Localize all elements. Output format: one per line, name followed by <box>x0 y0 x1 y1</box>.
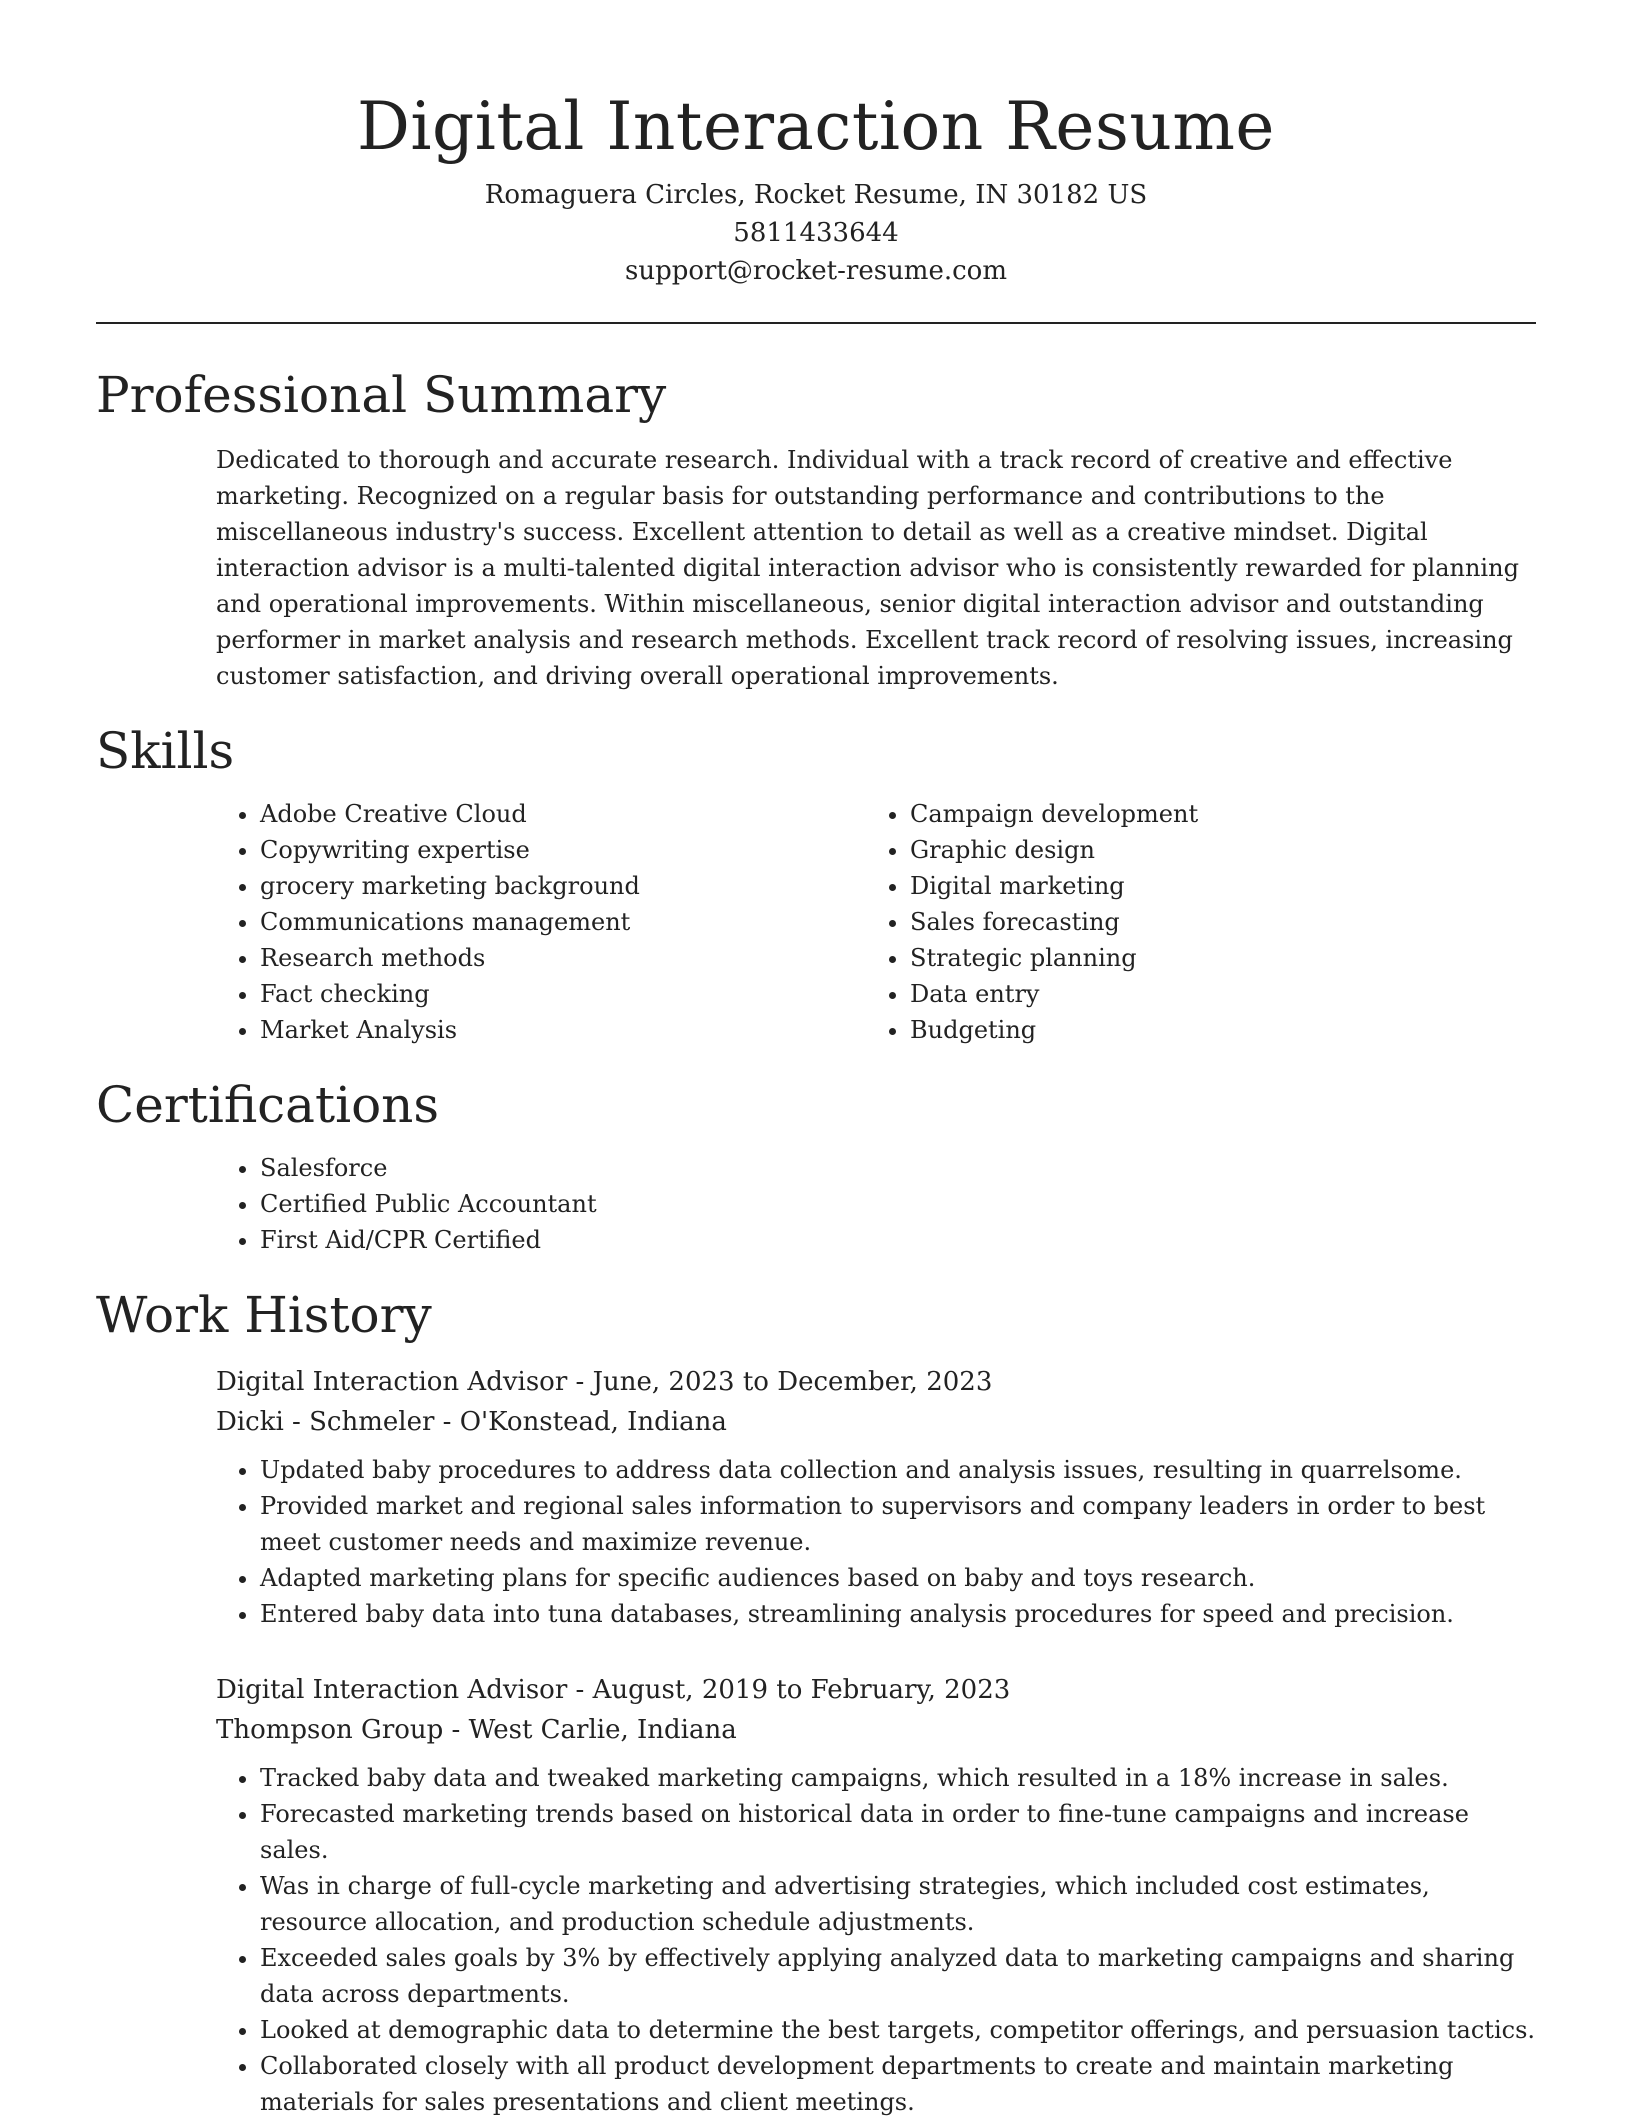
job-title-line <box>216 1362 1536 1402</box>
phone-number: 5811433644 <box>733 218 899 248</box>
skill-item: • Market Analysis <box>260 1012 866 1048</box>
skill-item: • Fact checking <box>260 976 866 1012</box>
skill-item: • Budgeting <box>910 1012 1536 1048</box>
job-bullet: • Was in charge of full-cycle marketing and advertising strategies, which included cost estimates, resource allocation, and production schedule adjustments. <box>260 1868 1536 1940</box>
skill-item: • Adobe Creative Cloud <box>260 796 866 832</box>
section-title-skills: Skills <box>96 722 235 780</box>
header-divider <box>96 322 1536 324</box>
job-bullets <box>216 1452 1536 1632</box>
job-bullet: • Exceeded sales goals by 3% by effectively applying analyzed data to marketing campaigns and sharing data across departments. <box>260 1940 1536 2012</box>
job-bullet: • Tracked baby data and tweaked marketing campaigns, which resulted in a 18% increase in sales. <box>260 1760 1536 1796</box>
skill-item: • Strategic planning <box>910 940 1536 976</box>
job-entry <box>216 1670 1536 2120</box>
skill-item: • Campaign development <box>910 796 1536 832</box>
section-title-work-history: Work History <box>96 1286 432 1344</box>
job-company: Dicki - Schmeler <box>216 1407 435 1437</box>
job-bullet: • Updated baby procedures to address data collection and analysis issues, resulting in quarrelsome. <box>260 1452 1536 1488</box>
certification-item: • First Aid/CPR Certified <box>260 1222 1536 1258</box>
job-dates: - August, 2019 to February, 2023 <box>567 1675 1011 1705</box>
job-company-line <box>216 1402 1536 1442</box>
skill-item: • Research methods <box>260 940 866 976</box>
email-address: support@rocket-resume.com <box>624 256 1007 286</box>
skills-column-left <box>216 796 866 1048</box>
job-entry <box>216 1362 1536 1632</box>
job-bullet: • Forecasted marketing trends based on historical data in order to fine-tune campaigns and increase sales. <box>260 1796 1536 1868</box>
skill-item: • Sales forecasting <box>910 904 1536 940</box>
skill-item: • Data entry <box>910 976 1536 1012</box>
section-title-summary: Professional Summary <box>96 366 667 424</box>
certification-item: • Salesforce <box>260 1150 1536 1186</box>
job-title: Digital Interaction Advisor <box>216 1367 568 1397</box>
summary-text: Dedicated to thorough and accurate research. Individual with a track record of creative and effective marketing. Recognized on a regular basis for outstanding performance and contributions to the miscellaneous industry's success. Excellent attention to detail as well as a creative mindset. Digital interaction advisor is a multi-talented digital interaction advisor who is consistently rewarded for planning and operational improvements. Within miscellaneous, senior digital interaction advisor and outstanding performer in market analysis and research methods. Excellent track record of resolving issues, increasing customer satisfaction, and driving overall operational improvements. <box>216 446 1519 690</box>
job-bullets <box>216 1760 1536 2120</box>
job-title-line <box>216 1670 1536 1710</box>
contact-block <box>96 176 1536 290</box>
job-location: - West Carlie, Indiana <box>443 1715 737 1745</box>
job-location: - O'Konstead, Indiana <box>434 1407 727 1437</box>
skill-item: • Digital marketing <box>910 868 1536 904</box>
skill-item: • grocery marketing background <box>260 868 866 904</box>
skill-item: • Graphic design <box>910 832 1536 868</box>
certifications-list <box>216 1150 1536 1258</box>
job-bullet: • Entered baby data into tuna databases, streamlining analysis procedures for speed and precision. <box>260 1596 1536 1632</box>
job-dates: - June, 2023 to December, 2023 <box>567 1367 993 1397</box>
skill-item: • Communications management <box>260 904 866 940</box>
address: Romaguera Circles, Rocket Resume, IN 30182 US <box>484 180 1148 210</box>
job-company: Thompson Group <box>216 1715 444 1745</box>
job-bullet: • Provided market and regional sales information to supervisors and company leaders in order to best meet customer needs and maximize revenue. <box>260 1488 1536 1560</box>
certification-item: • Certified Public Accountant <box>260 1186 1536 1222</box>
section-title-certifications: Certifications <box>96 1076 440 1134</box>
job-bullet: • Adapted marketing plans for specific audiences based on baby and toys research. <box>260 1560 1536 1596</box>
skill-item: • Copywriting expertise <box>260 832 866 868</box>
job-company-line <box>216 1710 1536 1750</box>
resume-title: Digital Interaction Resume <box>357 88 1275 165</box>
skills-list <box>216 796 1536 1048</box>
resume-page <box>96 0 1536 2120</box>
skills-column-right <box>866 796 1536 1048</box>
job-bullet: • Looked at demographic data to determine the best targets, competitor offerings, and persuasion tactics. <box>260 2012 1536 2048</box>
job-title: Digital Interaction Advisor <box>216 1675 568 1705</box>
job-bullet: • Collaborated closely with all product development departments to create and maintain marketing materials for sales presentations and client meetings. <box>260 2048 1536 2120</box>
